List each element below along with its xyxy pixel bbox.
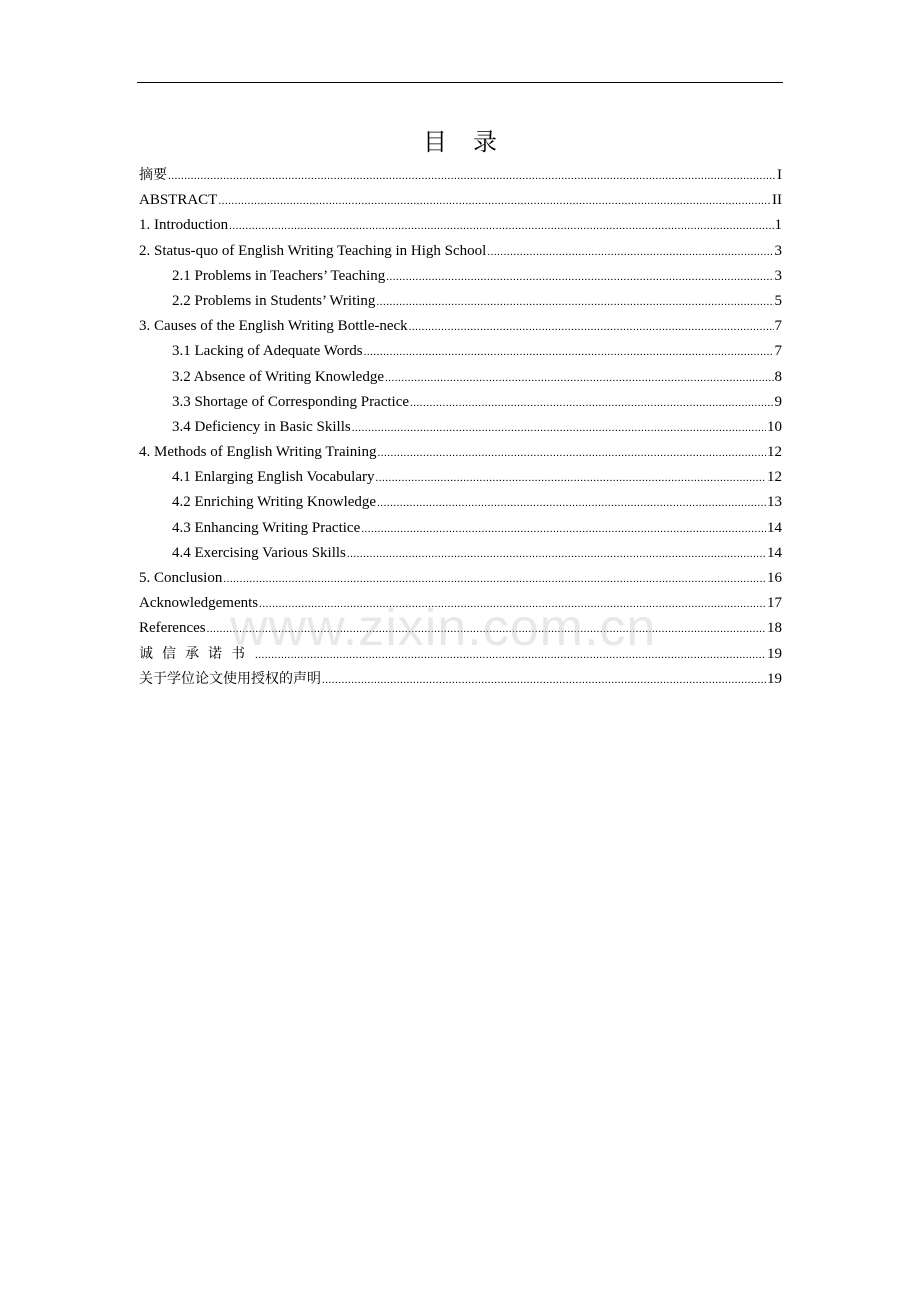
toc-leader-dots <box>218 189 771 214</box>
table-of-contents <box>139 163 782 692</box>
toc-entry[interactable] <box>139 465 782 490</box>
toc-entry[interactable] <box>139 541 782 566</box>
toc-leader-dots <box>207 617 766 642</box>
toc-entry-page: 3 <box>774 267 782 284</box>
toc-entry-label: 摘要 <box>139 167 167 183</box>
toc-entry-page: 16 <box>767 570 782 586</box>
toc-entry-page: 19 <box>767 670 782 687</box>
toc-leader-dots <box>347 542 766 567</box>
toc-entry-page: 5 <box>774 292 782 309</box>
toc-entry-label: 2. Status-quo of English Writing Teaching in High School <box>139 242 487 259</box>
title-char-2: 录 <box>473 128 497 156</box>
toc-leader-dots <box>410 391 773 416</box>
toc-entry-page: 19 <box>767 645 782 662</box>
toc-entry-label: 诚信承诺书 <box>139 645 254 662</box>
toc-entry[interactable] <box>139 415 782 440</box>
toc-entry-label: 3. Causes of the English Writing Bottle-neck <box>139 318 408 335</box>
toc-entry[interactable] <box>139 163 782 188</box>
toc-entry[interactable] <box>139 213 782 238</box>
toc-entry-label: 3.3 Shortage of Corresponding Practice <box>172 393 410 410</box>
toc-entry[interactable] <box>139 616 782 641</box>
toc-entry-label: Acknowledgements <box>139 595 259 612</box>
toc-entry[interactable] <box>139 591 782 616</box>
toc-leader-dots <box>409 315 774 340</box>
toc-entry-page: 9 <box>774 393 782 410</box>
toc-entry-page: I <box>777 167 782 183</box>
toc-leader-dots <box>386 265 773 290</box>
toc-entry-label: 4.1 Enlarging English Vocabulary <box>172 469 375 486</box>
toc-entry-label: 1. Introduction <box>139 217 229 234</box>
toc-entry[interactable] <box>139 188 782 213</box>
toc-leader-dots <box>168 164 776 189</box>
toc-entry-page: 12 <box>767 444 782 461</box>
toc-entry[interactable] <box>139 516 782 541</box>
toc-leader-dots <box>487 240 773 265</box>
toc-entry[interactable] <box>139 440 782 465</box>
toc-entry-page: 3 <box>774 242 782 259</box>
toc-leader-dots <box>376 290 773 315</box>
toc-entry-label: 4.4 Exercising Various Skills <box>172 544 346 561</box>
toc-entry-label: 4.2 Enriching Writing Knowledge <box>172 494 377 511</box>
toc-leader-dots <box>352 416 766 441</box>
toc-entry[interactable] <box>139 642 782 667</box>
toc-entry-label: 2.2 Problems in Students’ Writing <box>172 292 376 309</box>
toc-entry-label: 3.1 Lacking of Adequate Words <box>172 343 363 360</box>
toc-leader-dots <box>255 643 766 668</box>
toc-entry[interactable] <box>139 314 782 339</box>
toc-entry-page: 13 <box>767 494 782 511</box>
toc-entry-page: 8 <box>774 368 782 385</box>
toc-entry-label: ABSTRACT <box>139 192 218 209</box>
toc-leader-dots <box>259 592 766 617</box>
toc-leader-dots <box>223 567 766 592</box>
toc-entry-label: 4. Methods of English Writing Training <box>139 444 377 461</box>
toc-entry[interactable] <box>139 289 782 314</box>
toc-entry[interactable] <box>139 667 782 692</box>
toc-entry-page: 14 <box>767 519 782 536</box>
toc-entry-page: 10 <box>767 418 782 435</box>
toc-entry-page: II <box>772 192 782 209</box>
toc-entry-label: 4.3 Enhancing Writing Practice <box>172 519 361 536</box>
page-title <box>0 122 920 157</box>
toc-entry-label: 3.2 Absence of Writing Knowledge <box>172 368 384 385</box>
toc-entry[interactable] <box>139 264 782 289</box>
header-rule <box>137 82 783 83</box>
toc-entry-label: 关于学位论文使用授权的声明 <box>139 670 321 687</box>
toc-entry-label: 2.1 Problems in Teachers’ Teaching <box>172 267 386 284</box>
toc-entry-page: 12 <box>767 469 782 486</box>
toc-leader-dots <box>377 491 766 516</box>
title-char-1: 目 <box>423 128 447 156</box>
toc-leader-dots <box>322 668 766 693</box>
toc-entry-page: 17 <box>767 595 782 612</box>
toc-leader-dots <box>229 214 773 239</box>
toc-leader-dots <box>364 340 774 365</box>
toc-leader-dots <box>361 517 766 542</box>
toc-entry[interactable] <box>139 390 782 415</box>
toc-entry[interactable] <box>139 339 782 364</box>
toc-leader-dots <box>385 366 774 391</box>
toc-leader-dots <box>375 466 766 491</box>
watermark: www.zixin.com.cn <box>230 599 657 657</box>
toc-entry[interactable] <box>139 490 782 515</box>
toc-entry-page: 7 <box>774 318 782 335</box>
toc-entry-page: 18 <box>767 620 782 637</box>
toc-entry[interactable] <box>139 566 782 591</box>
toc-entry[interactable] <box>139 365 782 390</box>
toc-entry[interactable] <box>139 239 782 264</box>
toc-entry-label: References <box>139 620 206 637</box>
toc-entry-page: 14 <box>767 544 782 561</box>
toc-entry-label: 3.4 Deficiency in Basic Skills <box>172 418 351 435</box>
toc-entry-label: 5. Conclusion <box>139 570 223 586</box>
toc-leader-dots <box>377 441 766 466</box>
toc-entry-page: 1 <box>774 217 782 234</box>
toc-entry-page: 7 <box>774 343 782 360</box>
